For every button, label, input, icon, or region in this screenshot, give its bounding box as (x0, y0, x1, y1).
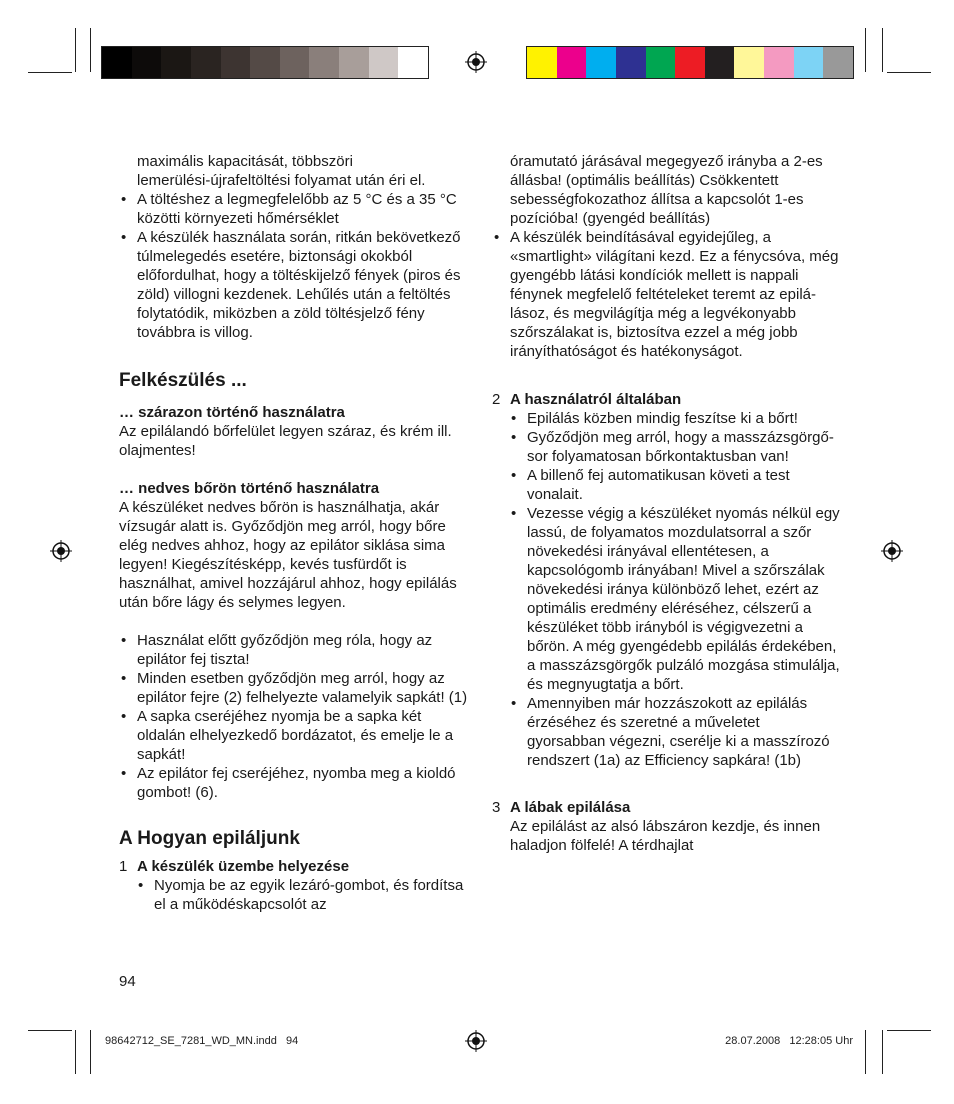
color-swatch (398, 47, 428, 78)
registration-mark-icon (465, 51, 487, 73)
crop-mark (90, 28, 91, 72)
color-swatch (369, 47, 399, 78)
grayscale-calibration-bar (101, 46, 429, 79)
color-swatch (339, 47, 369, 78)
numbered-section-title (492, 798, 842, 817)
color-swatch (557, 47, 587, 78)
list-item: • Használat előtt győződjön meg róla, hogy az epilátor fej tiszta! (119, 631, 469, 669)
registration-mark-icon (465, 1030, 487, 1052)
list-item: • A töltéshez a legmegfelelőbb az 5 °C és a 35 °C közötti környezeti hőmérséklet (119, 190, 469, 228)
registration-mark-icon (50, 540, 72, 562)
crop-mark (887, 72, 931, 73)
list-item: • Amennyiben már hozzászokott az epilálás érzéséhez és szeretné a műveletet gyorsabban végezni, cserélje ki a masszírozó rendszert (1a) az Efficiency sapkára! (1b) (509, 694, 842, 770)
footer-file-info: 98642712_SE_7281_WD_MN.indd 94 (105, 1035, 299, 1047)
section-title: A készülék üzembe helyezése (137, 858, 350, 875)
color-swatch (794, 47, 824, 78)
paragraph: Az epilálást az alsó lábszáron kezdje, és innen haladjon fölfelé! A térdhajlat (510, 818, 821, 854)
crop-mark (90, 1030, 91, 1074)
color-swatch (616, 47, 646, 78)
list-item: • Epilálás közben mindig feszítse ki a bőrt! (509, 409, 842, 428)
color-swatch (734, 47, 764, 78)
color-swatch (646, 47, 676, 78)
list-item: • Nyomja be az egyik lezáró-gombot, és fordítsa el a működéskapcsolót az (119, 876, 469, 914)
crop-mark (882, 1030, 883, 1074)
section-number: 2 (492, 391, 501, 408)
color-swatch (132, 47, 162, 78)
color-swatch (527, 47, 557, 78)
crop-mark (882, 28, 883, 72)
list-item: • A billenő fej automatikusan követi a test vonalait. (509, 466, 842, 504)
color-swatch (102, 47, 132, 78)
list-item: • A készülék beindításával egyidejűleg, a «smartlight» világítani kezd. Ez a fénycsóva, még gyengébb látási kondíciók mellett is nappali fénynek megfelelő feltételeket teremt az epilálásoz, és megvilágítja még a legvékonyabb szőrszálakat is, biztosítva ezzel a még jobb irányíthatóságot és hatékonyságot. (492, 228, 842, 361)
crop-mark (865, 1030, 866, 1074)
crop-mark (865, 28, 866, 72)
crop-mark (75, 1030, 76, 1074)
color-swatch (191, 47, 221, 78)
list-item: • Vezesse végig a készüléket nyomás nélkül egy lassú, de folyamatos mozdulatsorral a szőr növekedési irányával ellentétesen, a kapcsológomb irányában! Mivel a szőrszálak növekedési iránya különböző lehet, ezért az optimális eredmény eléréséhez, célszerű a készüléket több irányból is végigvezetni a bőrön. A még gyengédebb epilálás érdekében, a masszázsgörgők pulzáló mozgása stimulálja, és megnyugtatja a bőrt. (509, 504, 842, 694)
left-column (119, 152, 469, 914)
paragraph: A készüléket nedves bőrön is használhatja, akár vízsugár alatt is. Győződjön meg arról, hogy bőre elég nedves ahhoz, hogy az epilátor siklása sima legyen! Kiegészítésképp, kevés tusfürdőt is használhat, amivel hozzájárul ahhoz, hogy epilálás után bőre lágy és selymes legyen. (119, 499, 457, 611)
list-item: • Győződjön meg arról, hogy a masszázsgörgő-sor folyamatosan bőrkontaktusban van! (509, 428, 842, 466)
section-title: A használatról általában (510, 391, 682, 408)
page-number: 94 (119, 973, 136, 990)
color-swatch (675, 47, 705, 78)
color-calibration-bar (526, 46, 854, 79)
color-swatch (309, 47, 339, 78)
section-heading: A Hogyan epiláljunk (119, 828, 300, 849)
list-item: • A sapka cseréjéhez nyomja be a sapka két oldalán elhelyezkedő bordázatot, és emelje le a sapkát! (119, 707, 469, 764)
list-item: • Az epilátor fej cseréjéhez, nyomba meg a kioldó gombot! (6). (119, 764, 469, 802)
paragraph: Az epilálandó bőrfelület legyen száraz, és krém ill. olajmentes! (119, 423, 452, 459)
registration-mark-icon (881, 540, 903, 562)
continued-line: maximális kapacitását, többszöri (137, 153, 353, 170)
numbered-section-title (119, 857, 469, 876)
color-swatch (705, 47, 735, 78)
crop-mark (28, 72, 72, 73)
crop-mark (887, 1030, 931, 1031)
section-number: 3 (492, 799, 501, 816)
color-swatch (586, 47, 616, 78)
color-swatch (764, 47, 794, 78)
color-swatch (280, 47, 310, 78)
color-swatch (250, 47, 280, 78)
color-swatch (161, 47, 191, 78)
subsection-title: … szárazon történő használatra (119, 404, 345, 421)
section-title: A lábak epilálása (510, 799, 631, 816)
footer-datetime: 28.07.2008 12:28:05 Uhr (725, 1035, 853, 1047)
color-swatch (823, 47, 853, 78)
color-swatch (221, 47, 251, 78)
section-heading: Felkészülés ... (119, 370, 247, 391)
crop-mark (28, 1030, 72, 1031)
subsection-title: … nedves bőrön történő használatra (119, 480, 380, 497)
continued-paragraph: óramutató járásával megegyező irányba a 2-es állásba! (optimális beállítás) Csökkentett sebességfokozathoz állítsa a kapcsolót 1-es pozícióba! (gyengéd beállítás) (510, 153, 823, 227)
list-item: • A készülék használata során, ritkán bekövetkező túlmelegedés esetére, biztonsági okokból előfordulhat, hogy a töltéskijelző fények (piros és zöld) villogni kezdenek. Lehűlés után a feltöltés folytatódik, miközben a zöld töltésjelző fény továbbra is villog. (119, 228, 469, 342)
numbered-section-title (492, 390, 842, 409)
right-column (492, 152, 842, 855)
crop-mark (75, 28, 76, 72)
list-item: • Minden esetben győződjön meg arról, hogy az epilátor fejre (2) felhelyezte valamelyik sapkát! (1) (119, 669, 469, 707)
section-number: 1 (119, 858, 128, 875)
continued-line: lemerülési-újrafeltöltési folyamat után éri el. (137, 172, 426, 189)
